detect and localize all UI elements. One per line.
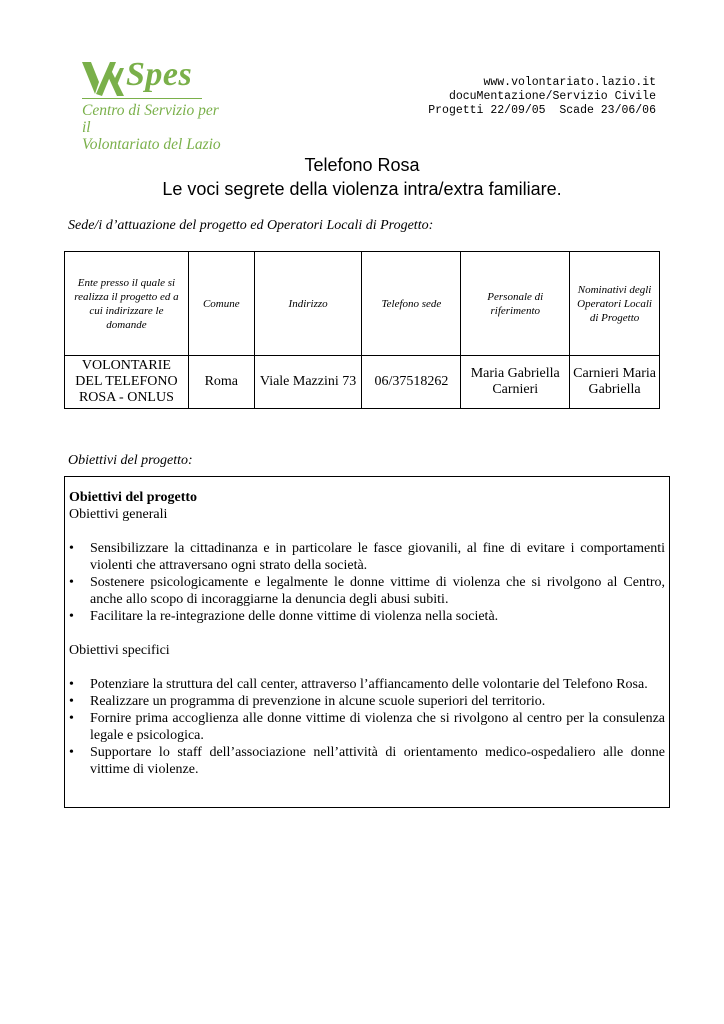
list-item: • Fornire prima accoglienza alle donne vittime di violenza che si rivolgono al centro per la consulenza legale e psicologica. <box>69 711 665 743</box>
header-dates: Progetti 22/09/05 Scade 23/06/06 <box>428 104 656 117</box>
header-ente: Ente presso il quale si realizza il progetto ed a cui indirizzare le domande <box>65 252 189 356</box>
obiettivi-label: Obiettivi del progetto: <box>68 453 193 468</box>
bullet-icon: • <box>69 609 74 624</box>
bullet-icon: • <box>69 694 74 709</box>
table-row <box>65 356 660 409</box>
table-header-row <box>65 252 660 356</box>
cell-ente: VOLONTARIE DEL TELEFONO ROSA - ONLUS <box>65 356 189 409</box>
logo-divider <box>82 98 202 99</box>
bullet-icon: • <box>69 711 74 726</box>
document-header <box>428 76 656 118</box>
bullet-icon: • <box>69 677 74 692</box>
header-comune: Comune <box>188 252 254 356</box>
list-item: • Supportare lo staff dell’associazione nell’attività di orientamento medico-ospedaliero alle donne vittime di violenze. <box>69 745 665 777</box>
cell-indirizzo: Viale Mazzini 73 <box>254 356 362 409</box>
list-item: • Potenziare la struttura del call center, attraverso l’affiancamento delle volontarie del Telefono Rosa. <box>69 677 648 692</box>
sedi-table <box>64 251 660 409</box>
specifici-list <box>69 676 665 778</box>
logo-subtitle-line2: Volontariato del Lazio <box>82 136 221 153</box>
obiettivi-box <box>64 476 670 808</box>
cell-personale: Maria Gabriella Carnieri <box>461 356 570 409</box>
header-url: www.volontariato.lazio.it <box>483 76 656 89</box>
header-indirizzo: Indirizzo <box>254 252 362 356</box>
list-item: • Sensibilizzare la cittadinanza e in particolare le fasce giovanili, al fine di evitare i comportamenti violenti che attraversano ogni strato della società. <box>69 541 665 573</box>
logo-subtitle-line1: Centro di Servizio per il <box>82 102 219 136</box>
bullet-icon: • <box>69 541 74 556</box>
header-telefono: Telefono sede <box>362 252 461 356</box>
header-nominativi: Nominativi degli Operatori Locali di Progetto <box>570 252 660 356</box>
page-title <box>0 153 724 201</box>
sedi-label: Sede/i d’attuazione del progetto ed Operatori Locali di Progetto: <box>68 218 434 233</box>
cell-telefono: 06/37518262 <box>362 356 461 409</box>
cell-comune: Roma <box>188 356 254 409</box>
list-item: • Realizzare un programma di prevenzione in alcune scuole superiori del territorio. <box>69 694 546 709</box>
bullet-icon: • <box>69 745 74 760</box>
list-item: • Facilitare la re-integrazione delle donne vittime di violenza nella società. <box>69 609 499 624</box>
logo-subtitle <box>82 102 222 153</box>
generali-label: Obiettivi generali <box>69 507 168 522</box>
generali-list <box>69 540 665 625</box>
specifici-label: Obiettivi specifici <box>69 643 170 658</box>
header-personale: Personale di riferimento <box>461 252 570 356</box>
obiettivi-box-title: Obiettivi del progetto <box>69 490 198 505</box>
logo-name: Spes <box>126 56 193 93</box>
cell-nominativi: Carnieri Maria Gabriella <box>570 356 660 409</box>
bullet-icon: • <box>69 575 74 590</box>
header-path: docuMentazione/Servizio Civile <box>448 90 656 103</box>
title-line2: Le voci segrete della violenza intra/extra familiare. <box>162 179 562 199</box>
spes-logo <box>82 56 222 153</box>
spes-logo-mark-icon <box>82 60 126 98</box>
list-item: • Sostenere psicologicamente e legalmente le donne vittime di violenza che si rivolgono al Centro, anche allo scopo di incoraggiarne la denuncia degli abusi subiti. <box>69 575 665 607</box>
title-line1: Telefono Rosa <box>304 155 420 175</box>
